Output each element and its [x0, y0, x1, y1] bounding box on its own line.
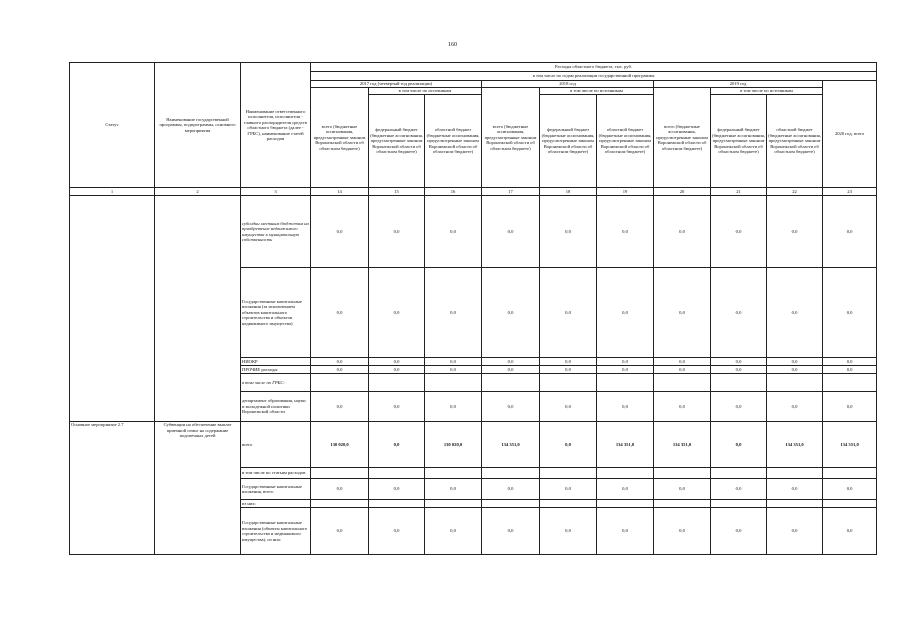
- header-year-2020: 2020 год, всего: [823, 81, 877, 188]
- value-cell: 0,0: [369, 268, 425, 358]
- value-cell: [767, 374, 823, 392]
- value-cell: 0,0: [597, 196, 654, 268]
- value-cell: 0,0: [654, 392, 711, 422]
- status-cell: [70, 196, 155, 422]
- value-cell: [597, 500, 654, 508]
- header-status: Статус: [70, 63, 155, 188]
- table-row: [70, 196, 877, 268]
- value-cell: 0,0: [311, 392, 369, 422]
- value-cell: 0,0: [425, 196, 482, 268]
- program-name-cell: Субвенции на обеспечение выплат приемной семье на содержание подопечных детей: [155, 422, 241, 555]
- value-cell: 0,0: [654, 268, 711, 358]
- header-total-2017: всего (бюджетные ассигнования, предусмотренные законом Воронежской области об областном бюджете): [311, 88, 369, 188]
- value-cell: 134 351,0: [482, 422, 540, 468]
- header-year-2019: 2019 год: [654, 81, 823, 88]
- value-cell: 0,0: [369, 196, 425, 268]
- value-cell: 0,0: [425, 268, 482, 358]
- value-cell: 0,0: [823, 479, 877, 500]
- expense-item-cell: субсидии местным бюджетам на приобретение недвижимого имущества в муниципальную собственность: [241, 196, 311, 268]
- value-cell: 0,0: [311, 508, 369, 555]
- value-cell: 0,0: [369, 358, 425, 366]
- value-cell: 0,0: [482, 268, 540, 358]
- value-cell: 0,0: [823, 366, 877, 374]
- value-cell: 0,0: [823, 508, 877, 555]
- expense-item-cell: всего: [241, 422, 311, 468]
- value-cell: 0,0: [369, 366, 425, 374]
- header-incl-sources-2017: в том числе по источникам: [369, 88, 482, 95]
- expense-item-cell: ПРОЧИЕ расходы: [241, 366, 311, 374]
- value-cell: [654, 468, 711, 479]
- value-cell: 0,0: [540, 358, 597, 366]
- value-cell: [823, 468, 877, 479]
- header-regional-2018: областной бюджет (бюджетные ассигнования, предусмотренные законом Воронежской области об областном бюджете): [597, 95, 654, 188]
- value-cell: 0,0: [711, 508, 767, 555]
- value-cell: 0,0: [482, 196, 540, 268]
- value-cell: [482, 468, 540, 479]
- value-cell: 0,0: [823, 196, 877, 268]
- header-federal-2017: федеральный бюджет (бюджетные ассигнования, предусмотренные законом Воронежской области об областном бюджете): [369, 95, 425, 188]
- value-cell: 0,0: [711, 268, 767, 358]
- value-cell: 0,0: [711, 479, 767, 500]
- col-number: 2: [155, 188, 241, 196]
- value-cell: [767, 500, 823, 508]
- value-cell: 0,0: [540, 479, 597, 500]
- value-cell: 0,0: [767, 392, 823, 422]
- col-number: 18: [540, 188, 597, 196]
- value-cell: 130 020,0: [425, 422, 482, 468]
- expense-item-cell: Государственные капитальные вложения (объекты капитального строительства и недвижимого имущества), из них:: [241, 508, 311, 555]
- value-cell: 0,0: [711, 392, 767, 422]
- header-regional-2019: областной бюджет (бюджетные ассигнования, предусмотренные законом Воронежской области об областном бюджете): [767, 95, 823, 188]
- value-cell: 0,0: [711, 422, 767, 468]
- value-cell: 0,0: [540, 366, 597, 374]
- table-row: [70, 422, 877, 468]
- col-number: 1: [70, 188, 155, 196]
- value-cell: [369, 500, 425, 508]
- value-cell: 0,0: [482, 392, 540, 422]
- value-cell: 0,0: [311, 268, 369, 358]
- value-cell: 0,0: [369, 392, 425, 422]
- value-cell: 0,0: [823, 358, 877, 366]
- value-cell: 0,0: [597, 358, 654, 366]
- header-executor: Наименование ответственного исполнителя, исполнителя - главного распорядителя средств областного бюджета (далее - ГРБС), наименование статей расходов: [241, 63, 311, 188]
- value-cell: [425, 468, 482, 479]
- value-cell: 0,0: [597, 392, 654, 422]
- value-cell: [597, 374, 654, 392]
- value-cell: 0,0: [823, 268, 877, 358]
- value-cell: [540, 374, 597, 392]
- value-cell: [654, 500, 711, 508]
- value-cell: [654, 374, 711, 392]
- value-cell: 130 020,0: [311, 422, 369, 468]
- value-cell: 0,0: [711, 358, 767, 366]
- value-cell: [823, 500, 877, 508]
- program-name-cell: [155, 196, 241, 422]
- budget-table: [69, 62, 877, 555]
- value-cell: 134 351,0: [654, 422, 711, 468]
- col-number: 21: [711, 188, 767, 196]
- value-cell: [425, 374, 482, 392]
- status-cell: Основное мероприятие 2.7: [70, 422, 155, 555]
- value-cell: [311, 374, 369, 392]
- header-incl-years: в том числе по годам реализации государственной программы: [311, 72, 877, 81]
- value-cell: 134 351,0: [823, 422, 877, 468]
- col-number: 20: [654, 188, 711, 196]
- value-cell: 134 351,0: [597, 422, 654, 468]
- col-number: 14: [311, 188, 369, 196]
- value-cell: 0,0: [711, 366, 767, 374]
- header-year-2017: 2017 год (четвертый год реализации): [311, 81, 482, 88]
- value-cell: 0,0: [767, 366, 823, 374]
- value-cell: 0,0: [482, 479, 540, 500]
- value-cell: 0,0: [654, 358, 711, 366]
- col-number: 17: [482, 188, 540, 196]
- value-cell: 0,0: [482, 366, 540, 374]
- value-cell: [767, 468, 823, 479]
- expense-item-cell: департамент образования, науки и молодежной политики Воронежской области: [241, 392, 311, 422]
- value-cell: 0,0: [425, 366, 482, 374]
- header-total-2019: всего (бюджетные ассигнования, предусмотренные законом Воронежской области об областном бюджете): [654, 88, 711, 188]
- value-cell: 0,0: [369, 422, 425, 468]
- expense-item-cell: в том числе по ГРБС:: [241, 374, 311, 392]
- page-number: 160: [448, 42, 457, 48]
- value-cell: 0,0: [540, 508, 597, 555]
- value-cell: 0,0: [482, 358, 540, 366]
- value-cell: [711, 500, 767, 508]
- value-cell: [711, 468, 767, 479]
- header-year-2018: 2018 год: [482, 81, 654, 88]
- expense-item-cell: Государственные капитальные вложения (за исключением объектов капитального строительства и объектов недвижимого имущества): [241, 268, 311, 358]
- value-cell: [597, 468, 654, 479]
- value-cell: 0,0: [767, 196, 823, 268]
- value-cell: 134 351,0: [767, 422, 823, 468]
- value-cell: 0,0: [767, 508, 823, 555]
- value-cell: 0,0: [540, 196, 597, 268]
- value-cell: [369, 468, 425, 479]
- value-cell: 0,0: [311, 479, 369, 500]
- value-cell: 0,0: [654, 479, 711, 500]
- header-federal-2019: федеральный бюджет (бюджетные ассигнования, предусмотренные законом Воронежской области об областном бюджете): [711, 95, 767, 188]
- header-incl-sources-2019: в том числе по источникам: [711, 88, 823, 95]
- value-cell: 0,0: [823, 392, 877, 422]
- col-number: 22: [767, 188, 823, 196]
- value-cell: 0,0: [482, 508, 540, 555]
- value-cell: [425, 500, 482, 508]
- col-number: 19: [597, 188, 654, 196]
- value-cell: 0,0: [597, 479, 654, 500]
- value-cell: [369, 374, 425, 392]
- value-cell: 0,0: [369, 508, 425, 555]
- header-expenses-title: Расходы областного бюджета, тыс. руб.: [311, 63, 877, 72]
- value-cell: [540, 500, 597, 508]
- expense-item-cell: в том числе по статьям расходов: [241, 468, 311, 479]
- value-cell: 0,0: [311, 196, 369, 268]
- value-cell: [540, 468, 597, 479]
- col-number: 23: [823, 188, 877, 196]
- value-cell: 0,0: [425, 479, 482, 500]
- header-total-2018: всего (бюджетные ассигнования, предусмотренные законом Воронежской области об областном бюджете): [482, 88, 540, 188]
- expense-item-cell: Государственные капитальные вложения, всего: [241, 479, 311, 500]
- value-cell: 0,0: [540, 392, 597, 422]
- header-regional-2017: областной бюджет (бюджетные ассигнования, предусмотренные законом Воронежской области об областном бюджете): [425, 95, 482, 188]
- value-cell: 0,0: [597, 508, 654, 555]
- value-cell: 0,0: [654, 196, 711, 268]
- value-cell: [311, 468, 369, 479]
- value-cell: 0,0: [597, 366, 654, 374]
- value-cell: 0,0: [425, 392, 482, 422]
- col-number: 16: [425, 188, 482, 196]
- value-cell: 0,0: [311, 358, 369, 366]
- value-cell: 0,0: [654, 366, 711, 374]
- col-number: 15: [369, 188, 425, 196]
- value-cell: 0,0: [425, 358, 482, 366]
- value-cell: [823, 374, 877, 392]
- col-number: 3: [241, 188, 311, 196]
- value-cell: [311, 500, 369, 508]
- value-cell: 0,0: [767, 358, 823, 366]
- value-cell: 0,0: [311, 366, 369, 374]
- column-numbers-row: [70, 188, 877, 196]
- value-cell: [482, 500, 540, 508]
- value-cell: 0,0: [369, 479, 425, 500]
- value-cell: 0,0: [767, 268, 823, 358]
- header-program-name: Наименование государственной программы, подпрограммы, основного мероприятия: [155, 63, 241, 188]
- header-incl-sources-2018: в том числе по источникам: [540, 88, 654, 95]
- value-cell: [482, 374, 540, 392]
- value-cell: 0,0: [654, 508, 711, 555]
- expense-item-cell: из них:: [241, 500, 311, 508]
- value-cell: 0,0: [597, 268, 654, 358]
- header-federal-2018: федеральный бюджет (бюджетные ассигнования, предусмотренные законом Воронежской области об областном бюджете): [540, 95, 597, 188]
- value-cell: 0,0: [425, 508, 482, 555]
- value-cell: 0,0: [767, 479, 823, 500]
- value-cell: [711, 374, 767, 392]
- value-cell: 0,0: [540, 268, 597, 358]
- value-cell: 0,0: [540, 422, 597, 468]
- expense-item-cell: НИОКР: [241, 358, 311, 366]
- value-cell: 0,0: [711, 196, 767, 268]
